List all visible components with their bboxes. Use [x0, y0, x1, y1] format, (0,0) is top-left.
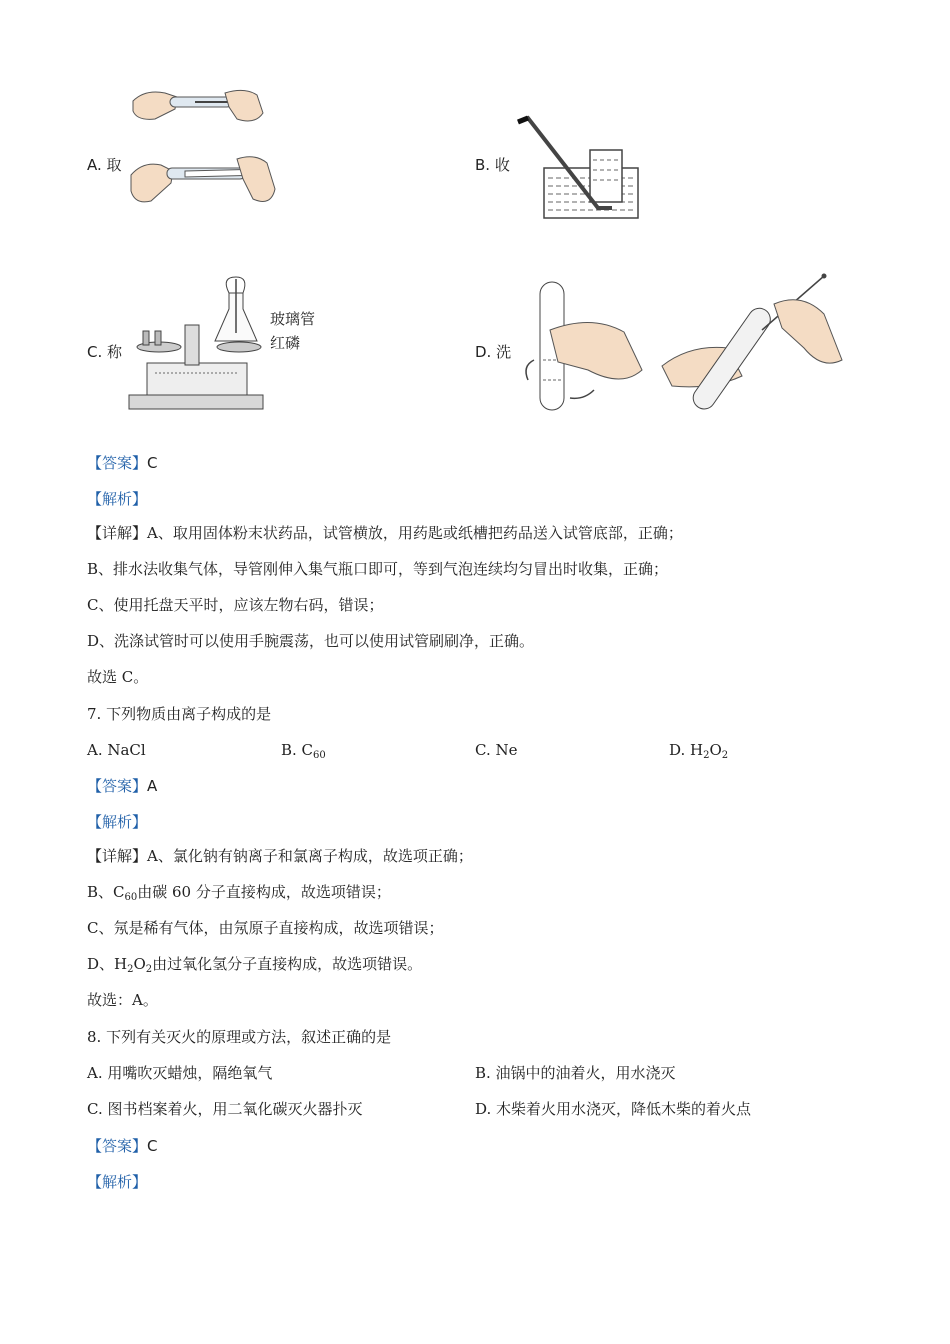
- option-d-label: D. 洗: [475, 343, 512, 361]
- q8-answer-line: 【答案】C: [87, 1137, 158, 1155]
- q7-option-d: D. $H_2O_2$: [669, 741, 729, 761]
- q7-answer-line: 【答案】A: [87, 777, 158, 795]
- label-glass-tube: 玻璃管: [270, 310, 316, 328]
- q7-option-c: C. Ne: [475, 741, 518, 759]
- q8-analysis-tag: 【解析】: [87, 1173, 148, 1191]
- q6-detail-line-b: B、排水法收集气体，导管刚伸入集气瓶口即可，等到气泡连续均匀冒出时收集，正确；: [87, 560, 669, 578]
- q7-detail-line-d: D、$H_2O_2$由过氧化氢分子直接构成，故选项错误。: [87, 955, 423, 975]
- q6-analysis-tag: 【解析】: [87, 490, 148, 508]
- label-red-phosphorus: 红磷: [270, 334, 301, 352]
- q8-question: 8. 下列有关灭火的原理或方法，叙述正确的是: [87, 1028, 392, 1046]
- q7-option-a: A. NaCl: [87, 741, 146, 759]
- q6-answer-line: 【答案】C: [87, 454, 158, 472]
- q7-analysis-tag: 【解析】: [87, 813, 148, 831]
- q6-conclusion: 故选 C。: [87, 668, 149, 686]
- option-b-label: B. 收: [475, 156, 510, 174]
- q7-detail-line-a: 【详解】A、氯化钠有钠离子和氯离子构成，故选项正确；: [87, 847, 473, 865]
- option-a-label: A. 取: [87, 156, 122, 174]
- q7-detail-line-b: B、$C_{60}$由碳 60 分子直接构成，故选项错误；: [87, 883, 391, 903]
- q6-detail-line-d: D、洗涤试管时可以使用手腕震荡，也可以使用试管刷刷净，正确。: [87, 632, 535, 650]
- figure-balance-with-flask: [125, 275, 270, 415]
- q8-option-b: B. 油锅中的油着火，用水浇灭: [475, 1064, 676, 1082]
- q6-detail-line-a: 【详解】A、取用固体粉末状药品，试管横放，用药匙或纸槽把药品送入试管底部，正确；: [87, 524, 683, 542]
- q7-detail-line-c: C、氖是稀有气体，由氖原子直接构成，故选项错误；: [87, 919, 444, 937]
- q8-option-c: C. 图书档案着火，用二氧化碳灭火器扑灭: [87, 1100, 363, 1118]
- figure-gas-collection-over-water: [512, 112, 642, 224]
- q6-detail-line-c: C、使用托盘天平时，应该左物右码，错误；: [87, 596, 384, 614]
- figure-powder-into-test-tube: [125, 83, 280, 218]
- q7-conclusion: 故选：A。: [87, 991, 158, 1009]
- q7-question: 7. 下列物质由离子构成的是: [87, 705, 272, 723]
- figure-washing-test-tubes: [512, 270, 847, 415]
- q7-option-b: B. $C_{60}$: [281, 741, 326, 761]
- q8-option-d: D. 木柴着火用水浇灭，降低木柴的着火点: [475, 1100, 752, 1118]
- q8-option-a: A. 用嘴吹灭蜡烛，隔绝氧气: [87, 1064, 273, 1082]
- option-c-label: C. 称: [87, 343, 123, 361]
